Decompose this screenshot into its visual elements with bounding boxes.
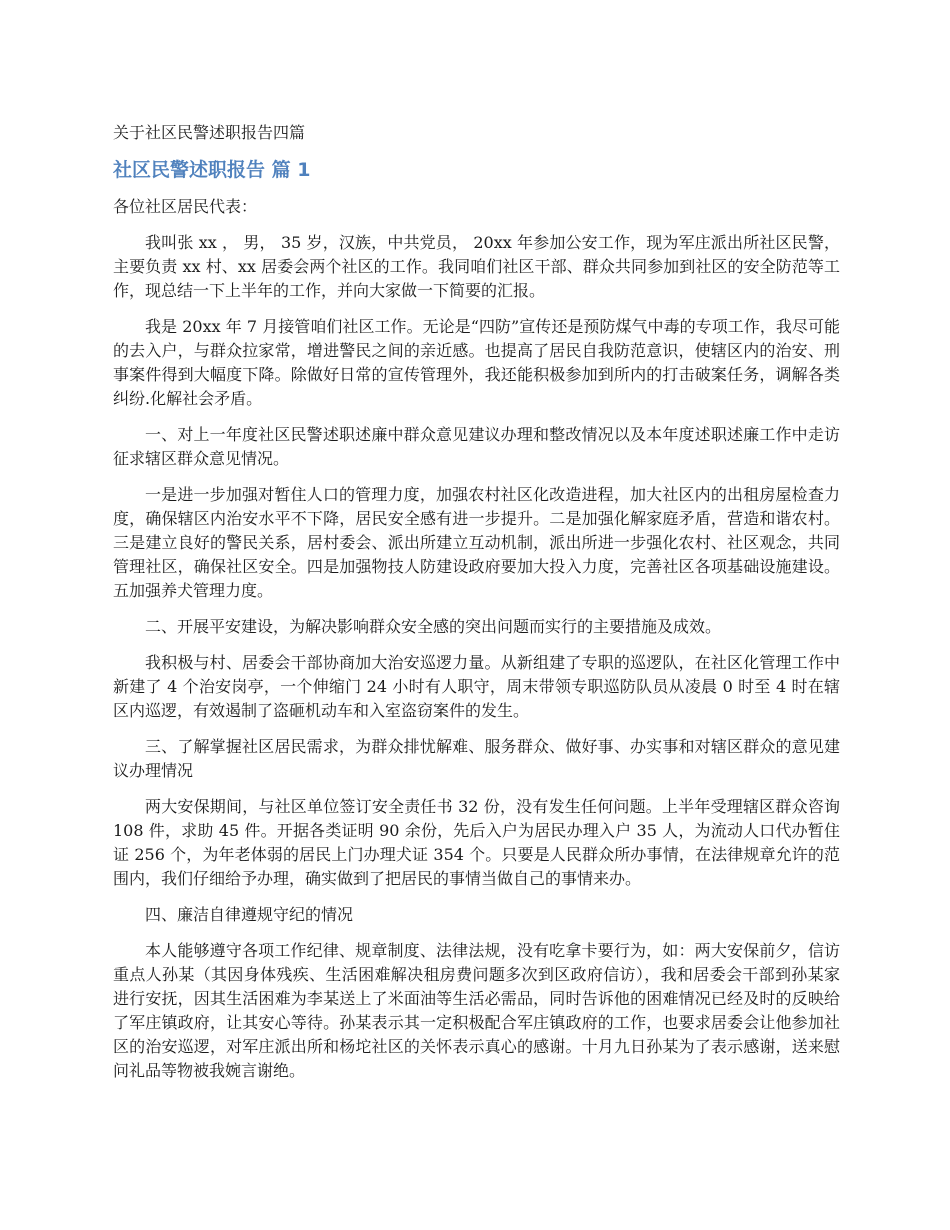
salutation: 各位社区居民代表：	[113, 197, 258, 216]
paragraph-section-three-heading: 三、了解掌握社区居民需求，为群众排忧解难、服务群众、做好事、办实事和对辖区群众的意见建议办理情况	[113, 737, 840, 780]
paragraph-intro: 我叫张 xx ， 男， 35 岁，汉族，中共党员， 20xx 年参加公安工作，现为军庄派出所社区民警，主要负责 xx 村、xx 居委会两个社区的工作。我同咱们社区干部、群众共同参加到社区的安全防范等工作，现总结一下上半年的工作，并向大家做一下简要的汇报。	[113, 233, 840, 300]
section-heading: 社区民警述职报告 篇 1	[113, 159, 311, 181]
document-body	[113, 121, 840, 1095]
paragraph-section-two-heading: 二、开展平安建设，为解决影响群众安全感的突出问题而实行的主要措施及成效。	[145, 617, 722, 636]
paragraph-section-four-heading: 四、廉洁自律遵规守纪的情况	[145, 905, 354, 924]
paragraph-work-summary: 我是 20xx 年 7 月接管咱们社区工作。无论是“四防”宣传还是预防煤气中毒的专项工作，我尽可能的去入户，与群众拉家常，增进警民之间的亲近感。也提高了居民自我防范意识，使辖区内的治安、刑事案件得到大幅度下降。除做好日常的宣传管理外，我还能积极参加到所内的打击破案任务，调解各类纠纷.化解社会矛盾。	[113, 317, 840, 408]
document-title: 关于社区民警述职报告四篇	[113, 123, 306, 142]
paragraph-section-two-body: 我积极与村、居委会干部协商加大治安巡逻力量。从新组建了专职的巡逻队，在社区化管理工作中新建了 4 个治安岗亭，一个伸缩门 24 小时有人职守，周末带领专职巡防队员从凌晨 0 时至 4 时在辖区内巡逻，有效遏制了盗砸机动车和入室盗窃案件的发生。	[113, 653, 840, 720]
paragraph-section-three-body: 两大安保期间，与社区单位签订安全责任书 32 份，没有发生任何问题。上半年受理辖区群众咨询 108 件，求助 45 件。开据各类证明 90 余份，先后入户为居民办理入户 35 人，为流动人口代办暂住证 256 个，为年老体弱的居民上门办理犬证 354 个。只要是人民群众所办事情，在法律规章允许的范围内，我们仔细给予办理，确实做到了把居民的事情当做自己的事情来办。	[113, 797, 840, 888]
paragraph-section-four-body: 本人能够遵守各项工作纪律、规章制度、法律法规，没有吃拿卡要行为，如：两大安保前夕，信访重点人孙某（其因身体残疾、生活困难解决租房费问题多次到区政府信访），我和居委会干部到孙某家进行安抚，因其生活困难为李某送上了米面油等生活必需品，同时告诉他的困难情况已经及时的反映给了军庄镇政府，让其安心等待。孙某表示其一定积极配合军庄镇政府的工作，也要求居委会让他参加社区的治安巡逻，对军庄派出所和杨坨社区的关怀表示真心的感谢。十月九日孙某为了表示感谢，送来慰问礼品等物被我婉言谢绝。	[113, 941, 840, 1080]
paragraph-section-one-heading: 一、对上一年度社区民警述职述廉中群众意见建议办理和整改情况以及本年度述职述廉工作中走访征求辖区群众意见情况。	[113, 425, 840, 468]
paragraph-section-one-body: 一是进一步加强对暂住人口的管理力度，加强农村社区化改造进程，加大社区内的出租房屋检查力度，确保辖区内治安水平不下降，居民安全感有进一步提升。二是加强化解家庭矛盾，营造和谐农村。三是建立良好的警民关系，居村委会、派出所建立互动机制，派出所进一步强化农村、社区观念，共同管理社区，确保社区安全。四是加强物技人防建设政府要加大投入力度，完善社区各项基础设施建设。五加强养犬管理力度。	[113, 485, 840, 600]
